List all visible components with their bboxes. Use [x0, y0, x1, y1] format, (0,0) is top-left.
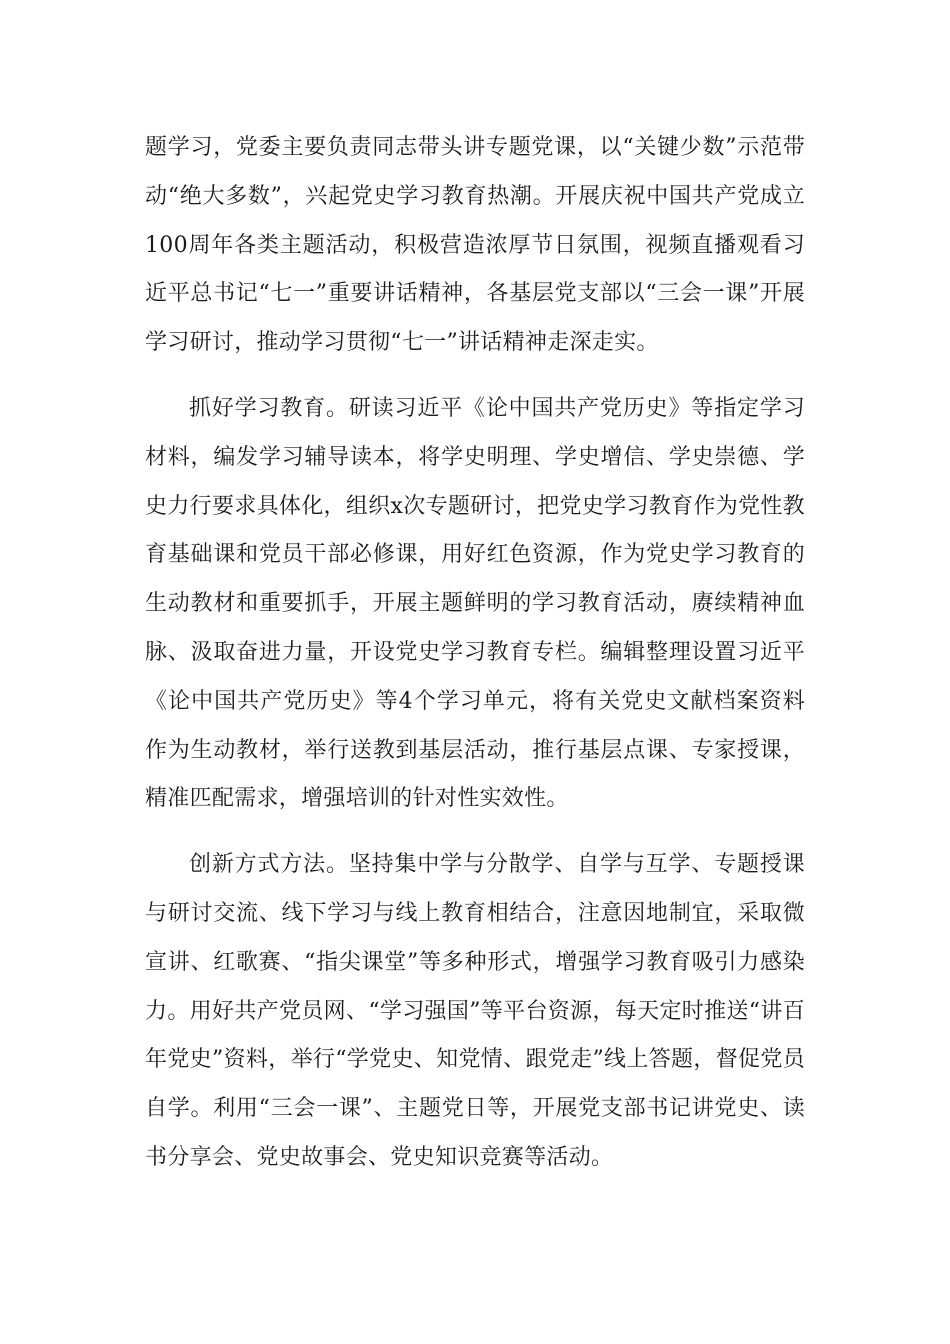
paragraph-spacer — [145, 824, 805, 841]
paragraph-study-education: 抓好学习教育。研读习近平《论中国共产党历史》等指定学习材料，编发学习辅导读本，将学史明理、学史增信、学史崇德、学史力行要求具体化，组织x次专题研讨，把党史学习教育作为党性教育基础课和党员干部必修课，用好红色资源，作为党史学习教育的生动教材和重要抓手，开展主题鲜明的学习教育活动，赓续精神血脉、汲取奋进力量，开设党史学习教育专栏。编辑整理设置习近平《论中国共产党历史》等4个学习单元，将有关党史文献档案资料作为生动教材，举行送教到基层活动，推行基层点课、专家授课，精准匹配需求，增强培训的针对性实效性。 — [145, 395, 805, 812]
document-body — [145, 124, 805, 1183]
paragraph-innovative-methods: 创新方式方法。坚持集中学与分散学、自学与互学、专题授课与研讨交流、线下学习与线上教育相结合，注意因地制宜，采取微宣讲、红歌赛、“指尖课堂”等多种形式，增强学习教育吸引力感染力。用好共产党员网、“学习强国”等平台资源，每天定时推送“讲百年党史”资料，举行“学党史、知党情、跟党走”线上答题，督促党员自学。利用“三会一课”、主题党日等，开展党支部书记讲党史、读书分享会、党史故事会、党史知识竞赛等活动。 — [145, 852, 805, 1170]
paragraph-spacer — [145, 368, 805, 385]
paragraph-continuation: 题学习，党委主要负责同志带头讲专题党课，以“关键少数”示范带动“绝大多数”，兴起党史学习教育热潮。开展庆祝中国共产党成立100周年各类主题活动，积极营造浓厚节日氛围，视频直播观看习近平总书记“七一”重要讲话精神，各基层党支部以“三会一课”开展学习研讨，推动学习贯彻“七一”讲话精神走深走实。 — [145, 135, 805, 356]
